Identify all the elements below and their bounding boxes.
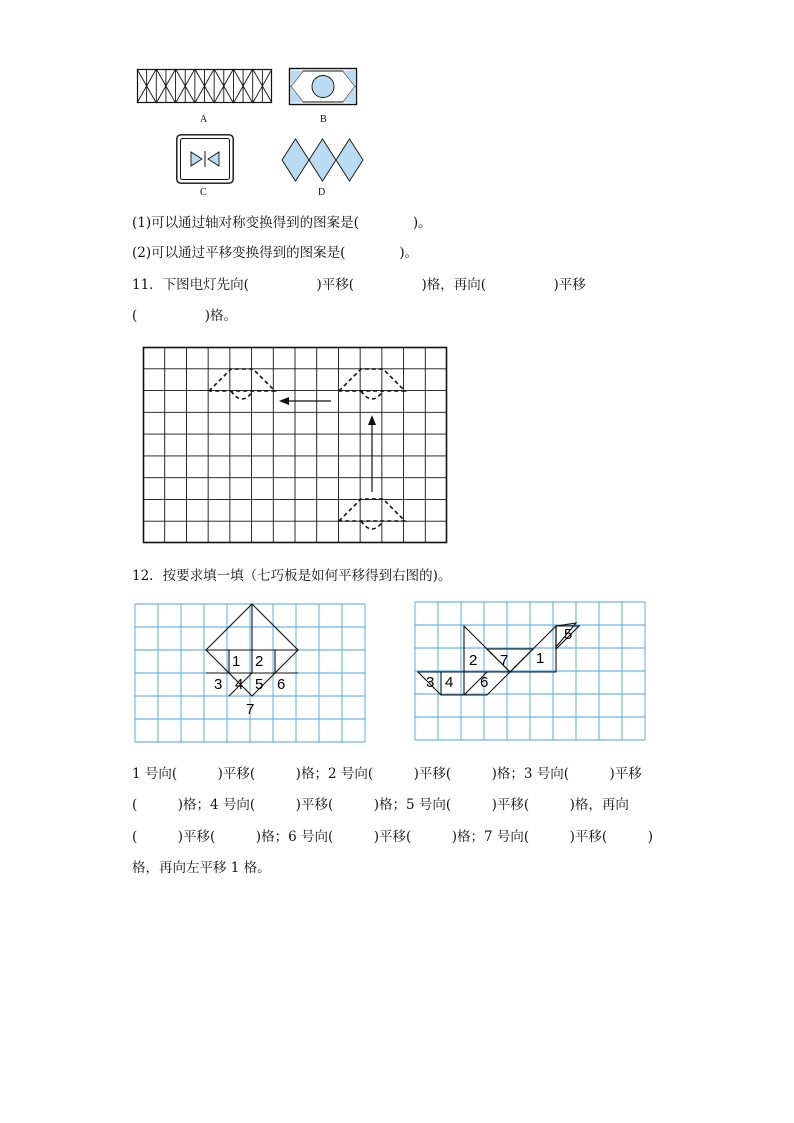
q11-text-line1: 11．下图电灯先向( )平移( )格，再向( )平移 bbox=[132, 277, 586, 293]
piece-5-label: 5 bbox=[255, 676, 264, 693]
figure-d-pattern bbox=[282, 138, 364, 182]
q12-answer-line4: 格，再向左平移 1 格。 bbox=[132, 860, 271, 876]
result-piece-2-label: 2 bbox=[469, 652, 478, 669]
result-piece-4-label: 4 bbox=[445, 674, 454, 691]
arrow-left bbox=[279, 397, 331, 405]
lamp-final-position bbox=[209, 369, 275, 399]
figure-b-pattern bbox=[289, 68, 357, 105]
figure-c-label: C bbox=[200, 187, 207, 198]
lamp-translation-grid bbox=[143, 347, 448, 544]
piece-2-label: 2 bbox=[255, 653, 264, 670]
q11-text-line2: ( )格。 bbox=[132, 308, 238, 324]
result-piece-7-label: 7 bbox=[500, 652, 509, 669]
lamp-middle-position bbox=[339, 369, 405, 399]
lamp-start-position bbox=[339, 499, 405, 529]
figure-d-label: D bbox=[318, 187, 326, 198]
tangram-original-grid bbox=[134, 603, 366, 743]
tangram-result-grid bbox=[414, 601, 646, 741]
q12-answer-line1: 1 号向( )平移( )格；2 号向( )平移( )格；3 号向( )平移 bbox=[132, 766, 642, 782]
piece-1-label: 1 bbox=[232, 653, 241, 670]
figure-a-pattern bbox=[137, 69, 272, 103]
q12-answer-line3: ( )平移( )格；6 号向( )平移( )格；7 号向( )平移( ) bbox=[132, 829, 653, 845]
result-piece-3-label: 3 bbox=[426, 674, 435, 691]
q12-answer-line2: ( )格；4 号向( )平移( )格；5 号向( )平移( )格，再向 bbox=[132, 797, 629, 813]
result-piece-6-label: 6 bbox=[480, 674, 489, 691]
figure-a-label: A bbox=[200, 114, 208, 125]
figure-b-label: B bbox=[320, 114, 327, 125]
piece-6-label: 6 bbox=[277, 676, 286, 693]
q10-part1-text: (1)可以通过轴对称变换得到的图案是( )。 bbox=[132, 215, 432, 231]
piece-3-label: 3 bbox=[214, 676, 223, 693]
arrow-up bbox=[368, 415, 376, 492]
q12-title: 12．按要求填一填（七巧板是如何平移得到右图的)。 bbox=[132, 568, 452, 584]
result-piece-1-label: 1 bbox=[536, 650, 545, 667]
result-piece-5-label: 5 bbox=[564, 626, 573, 643]
q10-part2-text: (2)可以通过平移变换得到的图案是( )。 bbox=[132, 245, 419, 261]
piece-7-label: 7 bbox=[246, 701, 255, 718]
figure-c-pattern bbox=[176, 134, 234, 184]
piece-4-label: 4 bbox=[235, 676, 244, 693]
